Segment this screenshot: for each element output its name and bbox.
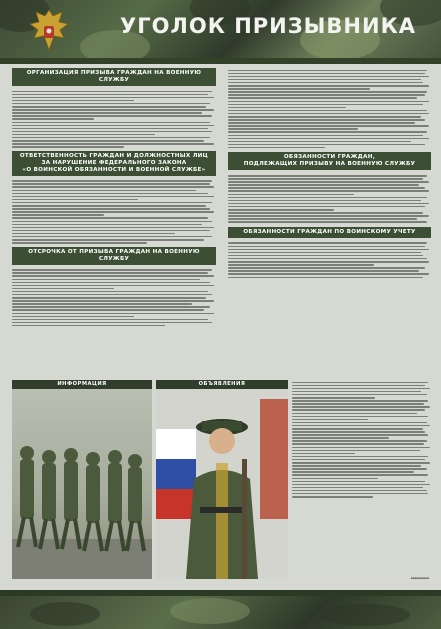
responsibility-title-line-3: «О ВОИНСКОЙ ОБЯЗАННОСТИ И ВОЕННОЙ СЛУЖБЕ» (22, 166, 206, 173)
duties-title-line-2: ПОДЛЕЖАЩИХ ПРИЗЫВУ НА ВОЕННУЮ СЛУЖБУ (243, 161, 416, 168)
page-title: УГОЛОК ПРИЗЫВНИКА (120, 14, 416, 38)
double-headed-eagle-emblem-icon (26, 6, 72, 56)
responsibility-text (12, 176, 216, 244)
honor-guard-soldier-illustration-icon (156, 389, 288, 579)
section-title-deferment: ОТСРОЧКА ОТ ПРИЗЫВА ГРАЖДАН НА ВОЕННУЮ СЛУЖБУ (12, 247, 216, 265)
right-column (228, 68, 431, 280)
header-banner (0, 0, 441, 62)
header-stripe (0, 58, 441, 64)
info-photo-marching-soldiers (12, 389, 152, 579)
footer-banner (0, 596, 441, 629)
responsibility-title-line-2: ЗА НАРУШЕНИЕ ФЕДЕРАЛЬНОГО ЗАКОНА (41, 159, 187, 166)
info-label: ИНФОРМАЦИЯ (12, 380, 152, 389)
duties-text (228, 170, 431, 223)
marching-soldiers-illustration-icon (12, 389, 152, 579)
section-title-duties (228, 152, 431, 170)
responsibility-title-line-1: ОТВЕТСТВЕННОСТЬ ГРАЖДАН И ДОЛЖНОСТНЫХ ЛИЦ (19, 152, 209, 159)
left-column (12, 68, 216, 328)
duties-title-line-1: ОБЯЗАННОСТИ ГРАЖДАН, (283, 154, 376, 161)
announcements-photo-honor-guard (156, 389, 288, 579)
section-title-responsibility (12, 151, 216, 176)
organization-text (12, 86, 216, 148)
deferment-text (12, 265, 216, 327)
accounting-text (228, 238, 431, 278)
organization-text-continued (228, 70, 431, 149)
accounting-text-continued (292, 380, 431, 499)
credit-mark: ▪▪▪▪▪▪▪▪▪ (410, 576, 429, 580)
section-title-military-accounting: ОБЯЗАННОСТИ ГРАЖДАН ПО ВОИНСКОМУ УЧЕТУ (228, 227, 431, 238)
section-title-organization: ОРГАНИЗАЦИЯ ПРИЗЫВА ГРАЖДАН НА ВОЕННУЮ СЛУЖБУ (12, 68, 216, 86)
announcements-label: ОБЪЯВЛЕНИЯ (156, 380, 288, 389)
